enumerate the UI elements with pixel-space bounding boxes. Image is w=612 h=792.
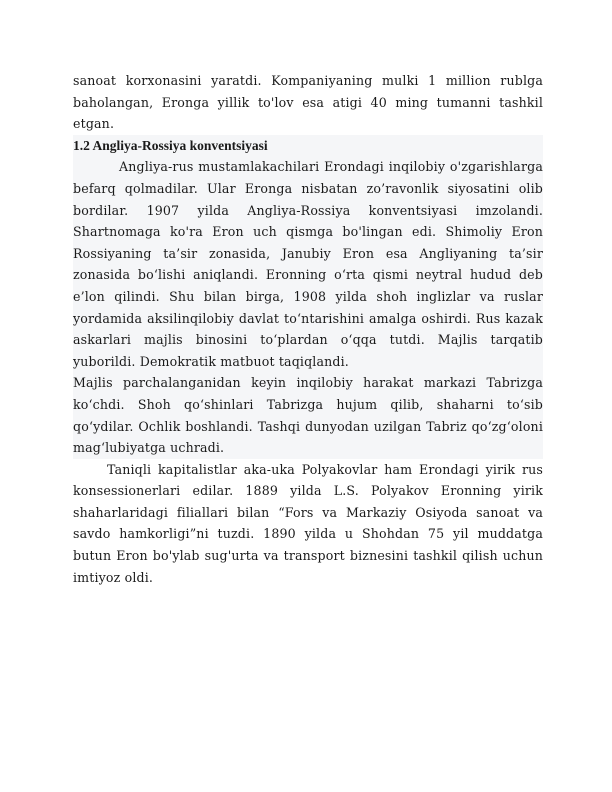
section-heading: 1.2 Angliya-Rossiya konventsiyasi (73, 137, 268, 153)
intro-paragraph: sanoat korxonasini yaratdi. Kompaniyaning mulki 1 million rublga baholangan, Eronga yillik to'lov esa atigi 40 ming tumanni tashkil etgan. (73, 73, 543, 132)
convention-paragraph: Angliya-rus mustamlakachilari Erondagi inqilobiy o'zgarishlarga befarq qolmadilar. Ular Eronga nisbatan zo’ravonlik siyosatini olib bordilar. 1907 yilda Angliya-Rossiya konventsiyasi imzolandi. Shartnomaga ko'ra Eron uch qismga bo'lingan edi. Shimoliy Eron Rossiyaning ta’sir zonasida, Janubiy Eron esa Angliyaning ta’sir zonasida bo‘lishi aniqlandi. Eronning o‘rta qismi neytral hudud deb e’lon qilindi. Shu bilan birga, 1908 yilda shoh inglizlar va ruslar yordamida aksilinqilobiy davlat to‘ntarishini amalga oshirdi. Rus kazak askarlari majlis binosini to‘plardan o‘qqa tutdi. Majlis tarqatib yuborildi. Demokratik matbuot taqiqlandi. (73, 159, 543, 369)
tabriz-paragraph: Majlis parchalanganidan keyin inqilobiy harakat markazi Tabrizga ko‘chdi. Shoh qo‘shinlari Tabrizga hujum qilib, shaharni to‘sib qo‘ydilar. Ochlik boshlandi. Tashqi dunyodan uzilgan Tabriz qo‘zg‘oloni mag‘lubiyatga uchradi. (73, 375, 543, 456)
polyakov-paragraph: Taniqli kapitalistlar aka-uka Polyakovlar ham Erondagi yirik rus konsessionerlari edilar. 1889 yilda L.S. Polyakov Eronning yirik shaharlaridagi filiallari bilan “Fors va Markaziy Osiyoda sanoat va savdo hamkorligi”ni tuzdi. 1890 yilda u Shohdan 75 yil muddatga butun Eron bo'ylab sug'urta va transport biznesini tashkil qilish uchun imtiyoz oldi. (73, 461, 543, 585)
shaded-section (73, 135, 543, 459)
document-page (73, 70, 543, 588)
